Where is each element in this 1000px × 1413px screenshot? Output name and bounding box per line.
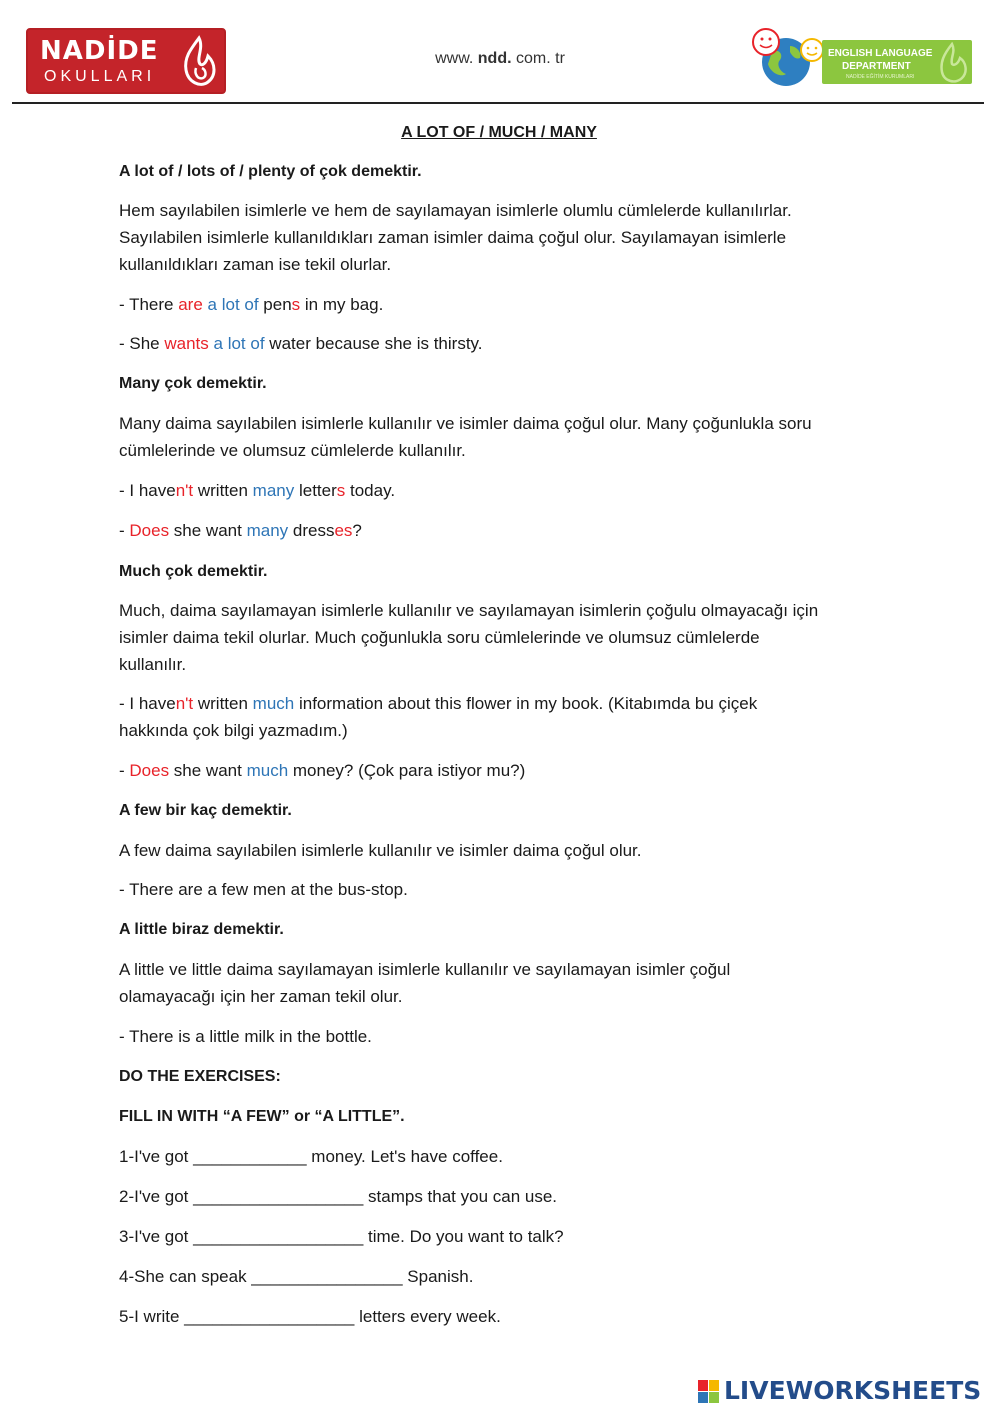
much-heading: Much çok demektir. [119,563,268,580]
exercise-item-3[interactable]: 3-I've got __________________ time. Do you want to talk? [119,1227,564,1246]
exercise-item-2[interactable]: 2-I've got __________________ stamps that you can use. [119,1187,558,1206]
example-3: - I haven't written many letters today. [119,481,396,500]
leaf-icon [932,42,972,84]
example-5: - I haven't written much information about this flower in my book. (Kitabımda bu çiçek [119,694,758,713]
much-paragraph-line2: isimler daima tekil olurlar. Much çoğunlukla soru cümlelerinde ve olumsuz cümlelerde [119,628,760,647]
logo-main-text: NADİDE [40,36,159,66]
department-line1: ENGLISH LANGUAGE [828,48,933,59]
exercises-heading: DO THE EXERCISES: [119,1068,281,1085]
many-heading: Many çok demektir. [119,375,267,392]
english-department-logo [750,24,976,88]
much-paragraph-line3: kullanılır. [119,655,187,674]
little-paragraph-line2: olamayacağı için her zaman tekil olur. [119,987,403,1006]
many-paragraph-line1: Many daima sayılabilen isimlerle kullanılır ve isimler daima çoğul olur. Many çoğunlukla soru [119,414,812,433]
website-url: www. ndd. com. tr [435,50,565,67]
alot-paragraph-line2: Sayılabilen isimlerle kullanıldıkları zaman isimler daima çoğul olur. Sayılamayan isimlerle [119,228,787,247]
department-line3: NADİDE EĞİTİM KURUMLARI [846,74,915,80]
logo-sub-text: OKULLARI [44,68,156,85]
example-4: - Does she want many dresses? [119,521,362,540]
example-1: - There are a lot of pens in my bag. [119,295,384,314]
example-5-translation: hakkında çok bilgi yazmadım.) [119,721,348,740]
few-paragraph: A few daima sayılabilen isimlerle kullanılır ve isimler daima çoğul olur. [119,841,642,860]
many-paragraph-line2: cümlelerinde ve olumsuz cümlelerde kullanılır. [119,441,466,460]
exercise-item-5[interactable]: 5-I write __________________ letters every week. [119,1307,501,1326]
alot-paragraph-line3: kullanıldıkları zaman ise tekil olurlar. [119,255,392,274]
liveworksheets-logo [696,1376,992,1410]
nadide-logo [26,28,226,94]
alot-paragraph-line1: Hem sayılabilen isimlerle ve hem de sayılamayan isimlerle olumlu cümlelerde kullanılırlar. [119,201,792,220]
header-divider [12,102,984,104]
example-7: - There are a few men at the bus-stop. [119,880,408,899]
little-paragraph-line1: A little ve little daima sayılamayan isimlerle kullanılır ve sayılamayan isimler çoğul [119,960,731,979]
globe-icon [750,24,830,88]
little-heading: A little biraz demektir. [119,921,284,938]
page-title: A LOT OF / MUCH / MANY [401,124,597,141]
exercise-item-4[interactable]: 4-She can speak ________________ Spanish. [119,1267,474,1286]
flame-icon [176,34,222,90]
few-heading: A few bir kaç demektir. [119,802,292,819]
liveworksheets-brand: LIVEWORKSHEETS [724,1376,982,1405]
example-8: - There is a little milk in the bottle. [119,1027,372,1046]
exercise-item-1[interactable]: 1-I've got ____________ money. Let's have coffee. [119,1147,503,1166]
example-6: - Does she want much money? (Çok para istiyor mu?) [119,761,526,780]
exercises-instruction: FILL IN WITH “A FEW” or “A LITTLE”. [119,1108,405,1125]
alot-heading: A lot of / lots of / plenty of çok demektir. [119,163,422,180]
much-paragraph-line1: Much, daima sayılamayan isimlerle kullanılır ve sayılamayan isimlerin çoğulu olmayacağı için [119,601,819,620]
page-header [0,0,1000,104]
department-line2: DEPARTMENT [842,61,911,72]
liveworksheets-icon [698,1380,720,1404]
example-2: - She wants a lot of water because she is thirsty. [119,334,483,353]
